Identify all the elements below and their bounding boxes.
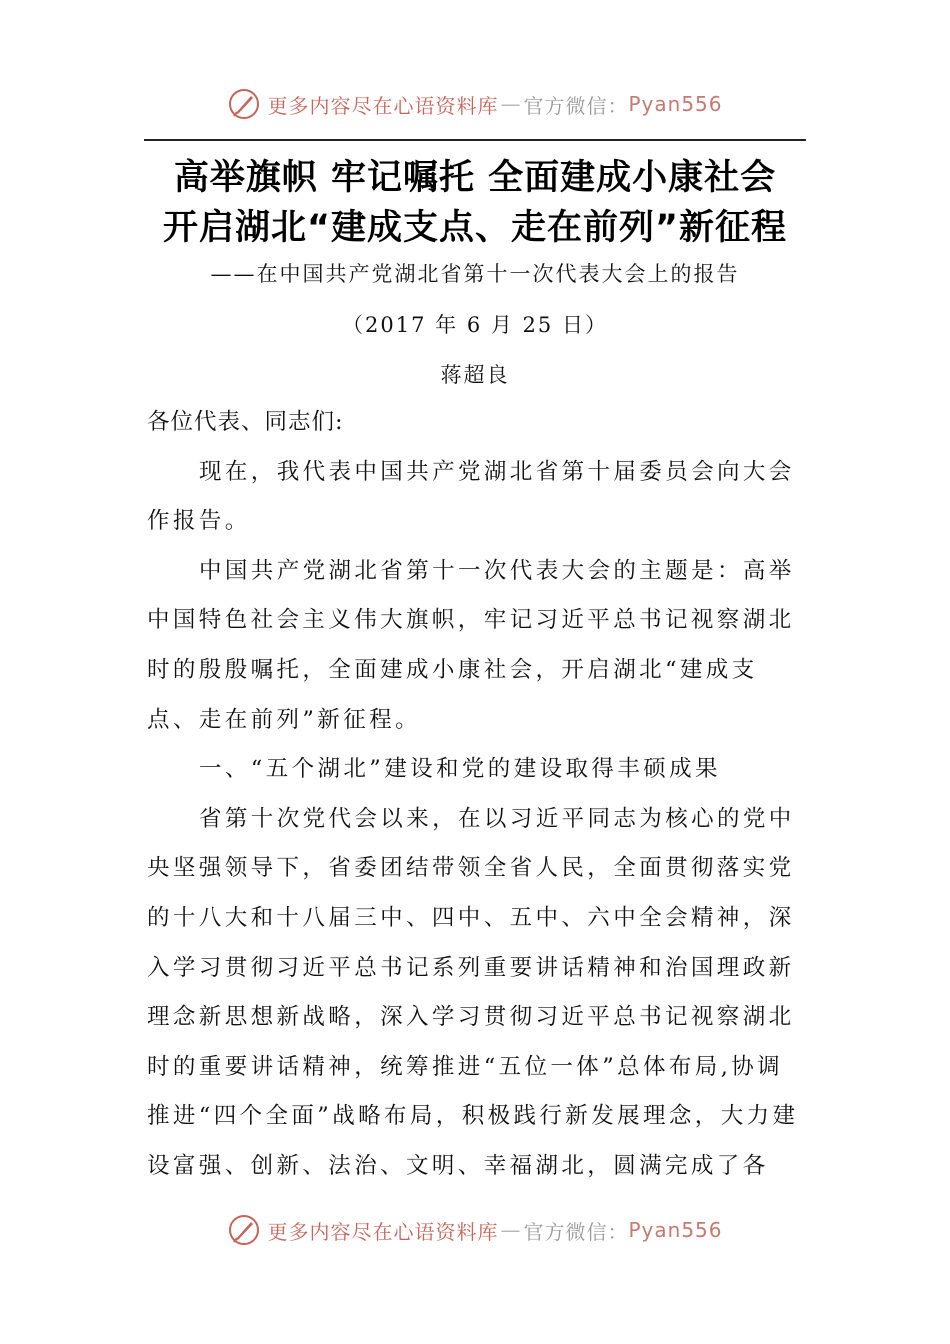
- document-title-line-2: 开启湖北“建成支点、走在前列”新征程: [162, 208, 787, 248]
- section-heading: 一、“五个湖北”建设和党的建设取得丰硕成果: [199, 756, 721, 783]
- watermark-dash: —: [500, 92, 522, 116]
- watermark-header: [0, 84, 950, 124]
- watermark-brand: 更多内容尽在心语资料库: [267, 93, 499, 118]
- document-body: [147, 398, 807, 1192]
- watermark-wechat-label: 官方微信：: [523, 1219, 629, 1244]
- watermark-wechat-id: Pyan556: [628, 1218, 723, 1242]
- document-subtitle: ——在中国共产党湖北省第十一次代表大会上的报告: [210, 262, 740, 286]
- header-rule: [144, 139, 806, 141]
- document-title-line-1: 高举旗帜 牢记嘱托 全面建成小康社会: [173, 158, 777, 198]
- watermark-wechat-label: 官方微信：: [523, 93, 629, 118]
- paragraph: 现在，我代表中国共产党湖北省第十届委员会向大会作报告。: [147, 458, 795, 535]
- watermark-wechat-id: Pyan556: [628, 92, 723, 116]
- quill-pen-logo-icon: [227, 87, 261, 121]
- document-author: 蒋超良: [440, 363, 510, 387]
- document-date: （2017 年 6 月 25 日）: [342, 313, 608, 337]
- watermark-dash: —: [500, 1218, 522, 1242]
- watermark-brand: 更多内容尽在心语资料库: [267, 1219, 499, 1244]
- watermark-footer: [0, 1210, 950, 1250]
- paragraph: 省第十次党代会以来，在以习近平同志为核心的党中央坚强领导下，省委团结带领全省人民，全面贯彻落实党的十八大和十八届三中、四中、五中、六中全会精神，深入学习贯彻习近平总书记系列重要讲话精神和治国理政新理念新思想新战略，深入学习贯彻习近平总书记视察湖北时的重要讲话精神，统筹推进“五位一体”总体布局,协调推进“四个全面”战略布局，积极践行新发展理念，大力建设富强、创新、法治、文明、幸福湖北，圆满完成了各: [147, 805, 799, 1179]
- greeting: 各位代表、同志们:: [147, 409, 344, 435]
- paragraph: 中国共产党湖北省第十一次代表大会的主题是：高举中国特色社会主义伟大旗帜，牢记习近平总书记视察湖北时的殷殷嘱托，全面建成小康社会，开启湖北“建成支点、走在前列”新征程。: [147, 557, 795, 733]
- quill-pen-logo-icon: [227, 1213, 261, 1247]
